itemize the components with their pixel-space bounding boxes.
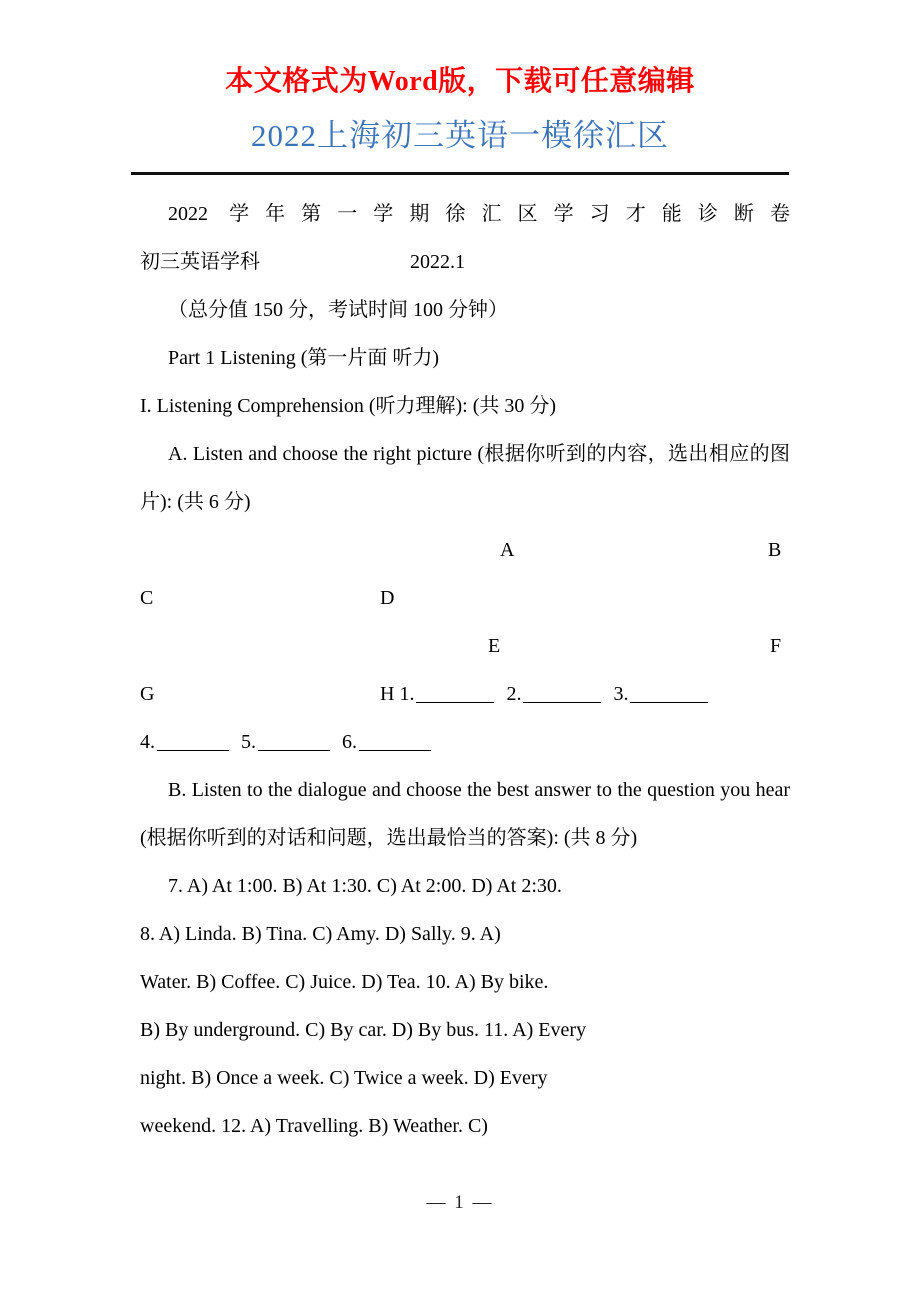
picture-label-row-ab — [140, 526, 790, 574]
picture-label-g: G — [140, 683, 155, 705]
picture-label-row-gh-blanks — [140, 670, 790, 718]
document-body — [140, 190, 790, 1150]
page-title: 2022上海初三英语一模徐汇区 — [251, 118, 669, 153]
answer-blank-6[interactable] — [359, 750, 431, 751]
picture-label-a: A — [500, 539, 515, 561]
answer-blank-1[interactable] — [416, 702, 494, 703]
answer-blank-5[interactable] — [258, 750, 330, 751]
blank-number-3: 3. — [613, 683, 629, 705]
question-line-8: 8. A) Linda. B) Tina. C) Amy. D) Sally. 9. A) — [140, 923, 501, 945]
picture-label-f: F — [770, 635, 782, 657]
picture-label-h: H — [380, 683, 395, 705]
picture-label-row-cd — [140, 574, 790, 622]
blank-number-6: 6. — [342, 731, 357, 753]
subject-label: 初三英语学科 — [140, 251, 260, 273]
blank-number-4: 4. — [140, 731, 155, 753]
blank-number-5: 5. — [241, 731, 256, 753]
word-format-notice: 本文格式为Word版，下载可任意编辑 — [225, 66, 695, 97]
picture-label-b: B — [768, 539, 782, 561]
exam-header-line: 2022 学年第一学期徐汇区学习才能诊断卷 — [168, 203, 790, 225]
answer-blanks-group-1 — [380, 670, 710, 718]
blank-number-1: 1. — [399, 683, 415, 705]
question-line-12: weekend. 12. A) Travelling. B) Weather. C) — [140, 1115, 488, 1137]
picture-label-c: C — [140, 587, 154, 609]
picture-label-row-ef — [140, 622, 790, 670]
page-number-marker: — 1 — — [426, 1192, 494, 1213]
answer-blank-3[interactable] — [630, 702, 708, 703]
answer-blank-2[interactable] — [523, 702, 601, 703]
subject-date-line — [140, 238, 790, 286]
answer-blank-4[interactable] — [157, 750, 229, 751]
picture-label-e: E — [488, 635, 501, 657]
section-b-instructions: B. Listen to the dialogue and choose the best answer to the question you hear (根据你听到的对话和问题，选出最恰当的答案): (共 8 分) — [140, 779, 790, 849]
blank-number-2: 2. — [506, 683, 522, 705]
answer-blanks-group-2 — [140, 718, 790, 766]
picture-label-d: D — [380, 587, 395, 609]
question-line-10: B) By underground. C) By car. D) By bus. 11. A) Every — [140, 1019, 587, 1041]
section-listening-comprehension: I. Listening Comprehension (听力理解): (共 30 分) — [140, 395, 557, 417]
question-line-11: night. B) Once a week. C) Twice a week. D) Every — [140, 1067, 548, 1089]
exam-date: 2022.1 — [410, 251, 465, 273]
part-heading: Part 1 Listening (第一片面 听力) — [168, 347, 440, 369]
question-line-9: Water. B) Coffee. C) Juice. D) Tea. 10. A) By bike. — [140, 971, 549, 993]
header-divider — [131, 172, 789, 175]
section-a-instructions: A. Listen and choose the right picture (根据你听到的内容，选出相应的图片): (共 6 分) — [140, 443, 790, 513]
score-note: （总分值 150 分，考试时间 100 分钟） — [168, 299, 508, 321]
question-line-7: 7. A) At 1:00. B) At 1:30. C) At 2:00. D) At 2:30. — [168, 875, 562, 897]
